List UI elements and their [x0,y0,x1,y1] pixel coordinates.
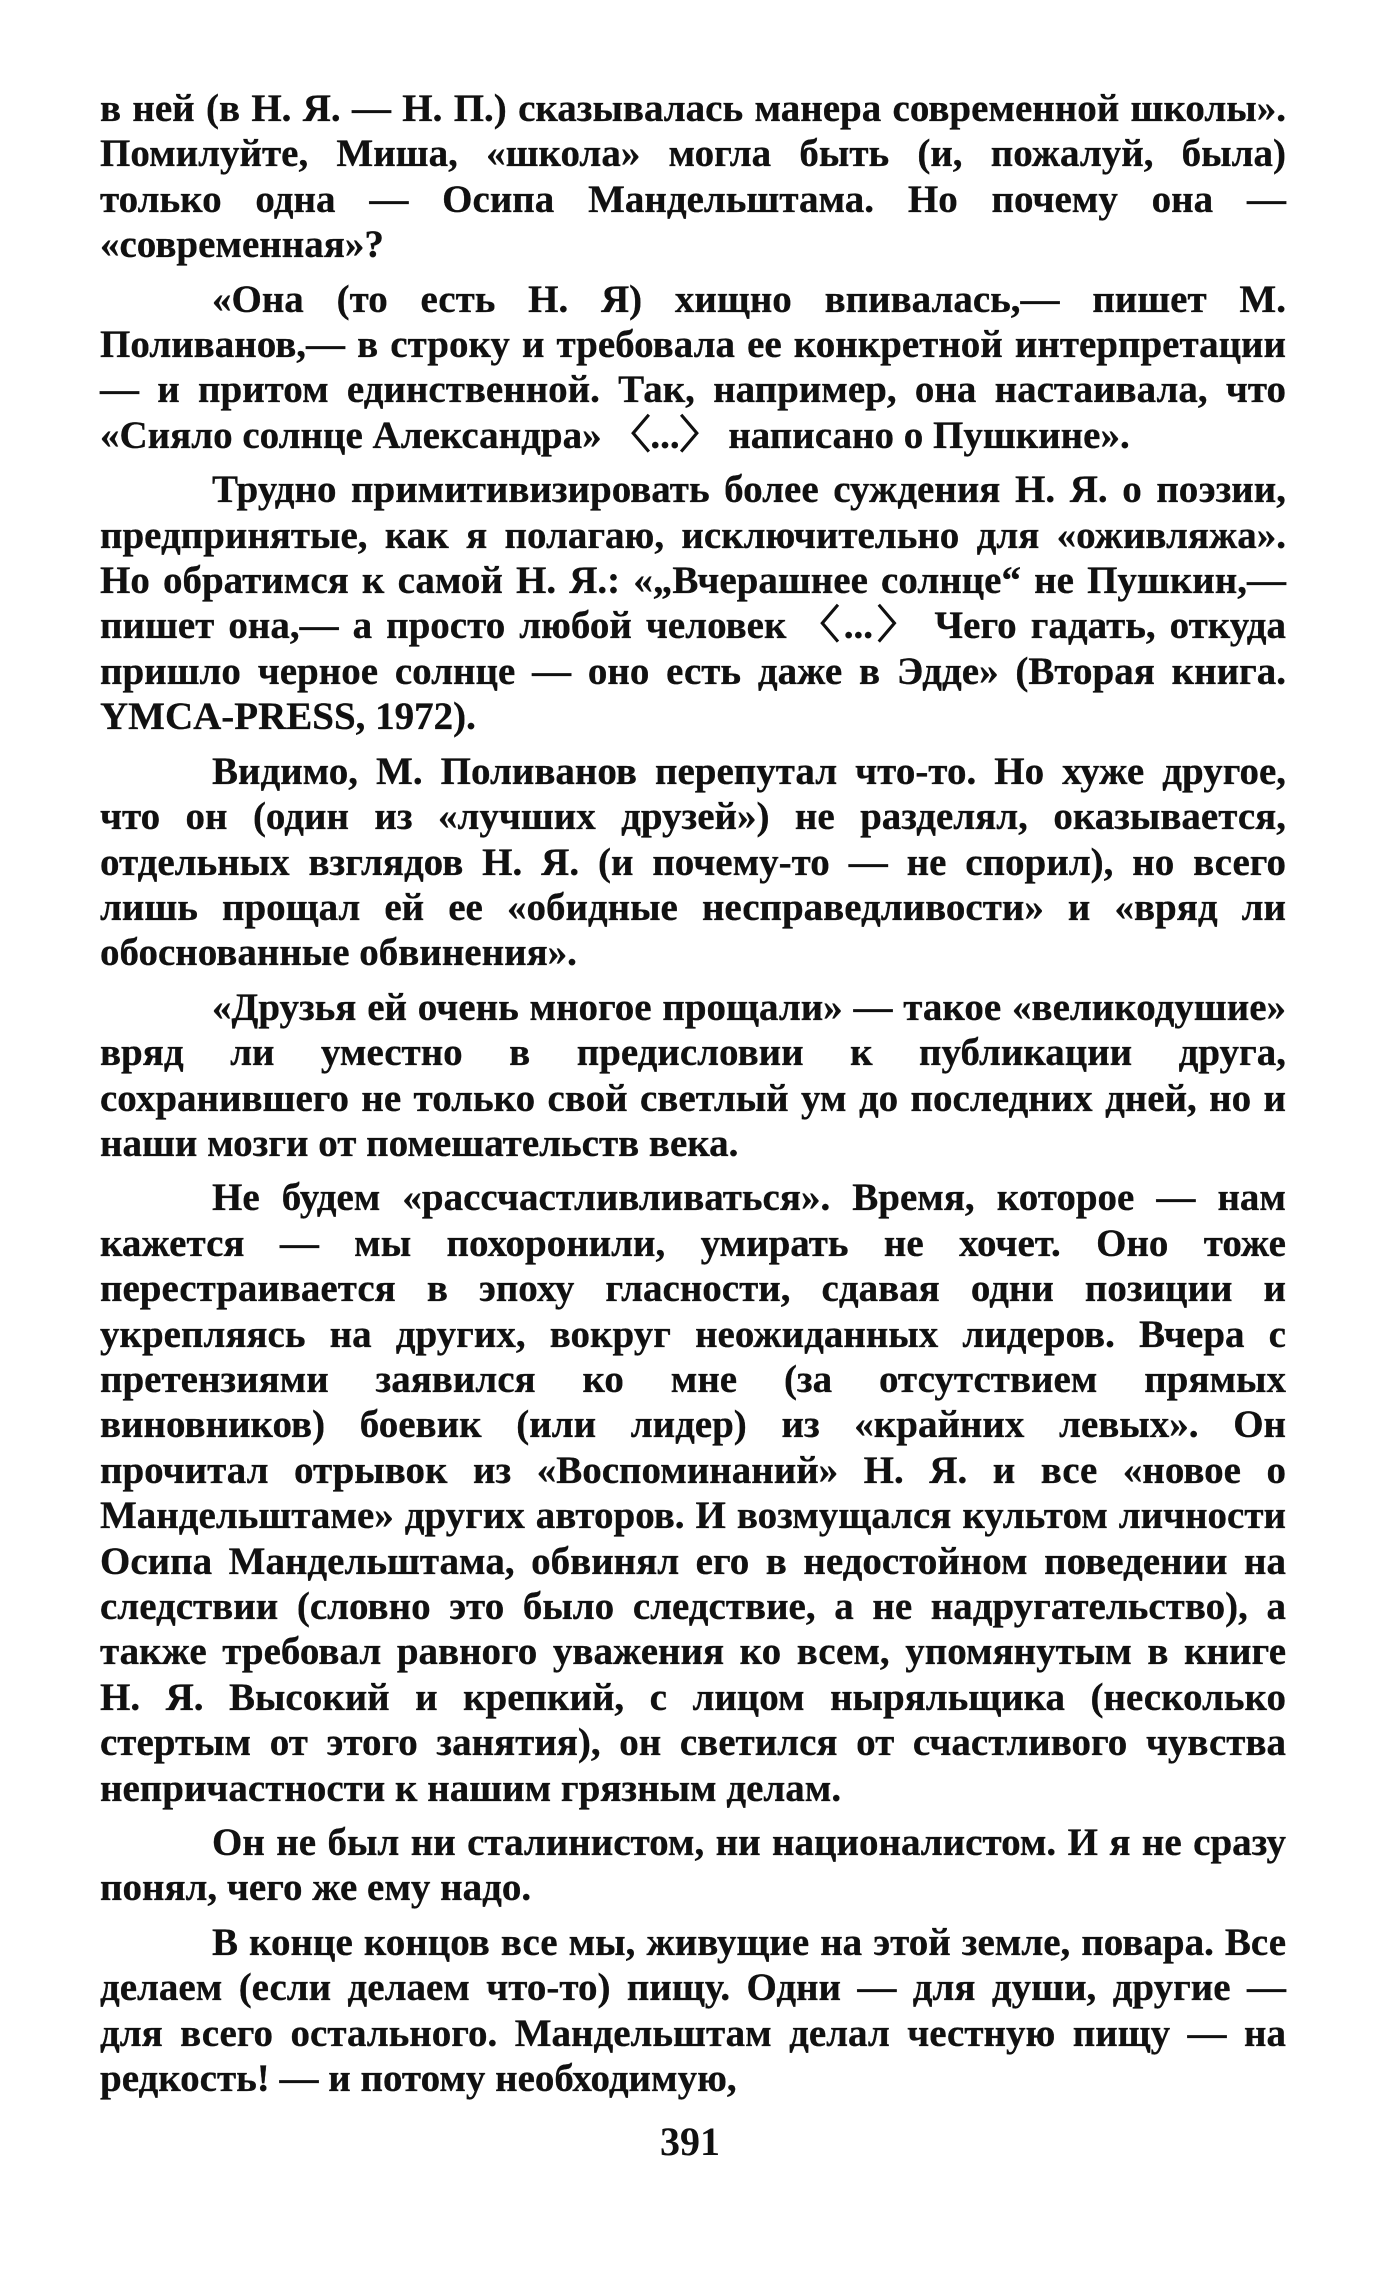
body-text [100,86,1286,2110]
paragraph-1: в ней (в Н. Я. — Н. П.) сказывалась манера современной школы». Помилуйте, Миша, «школа» могла быть (и, пожалуй, была) только одна — Осипа Мандельштама. Но почему она — «современная»? [100,87,1286,267]
paragraph-7: Он не был ни сталинистом, ни националистом. И я не сразу понял, чего же ему надо. [100,1821,1286,1910]
paragraph-2: «Она (то есть Н. Я) хищно впивалась,— пишет М. Поливанов,— в строку и требовала ее конкретной интерпретации — и притом единственной. Так, например, она настаивала, что «Сияло солнце Александра» 〈...〉 написано о Пушкине». [100,277,1286,457]
paragraph-3: Трудно примитивизировать более суждения Н. Я. о поэзии, предпринятые, как я полагаю, исключительно для «оживляжа». Но обратимся к самой Н. Я.: «„Вчерашнее солнце“ не Пушкин,— пишет она,— а просто любой человек 〈...〉 Чего гадать, откуда пришло черное солнце — оно есть даже в Эдде» (Вторая книга. YMCA-PRESS, 1972). [100,468,1286,739]
page-number: 391 [660,2119,720,2164]
paragraph-6: Не будем «рассчастливливаться». Время, которое — нам кажется — мы похоронили, умирать не хочет. Оно тоже перестраивается в эпоху гласности, сдавая одни позиции и укрепляясь на других, вокруг неожиданных лидеров. Вчера с претензиями заявился ко мне (за отсутствием прямых виновников) боевик (или лидер) из «крайних левых». Он прочитал отрывок из «Воспоминаний» Н. Я. и все «новое о Мандельштаме» других авторов. И возмущался культом личности Осипа Мандельштама, обвинял его в недостойном поведении на следствии (словно это было следствие, а не надругательство), а также требовал равного уважения ко всем, упомянутым в книге Н. Я. Высокий и крепкий, с лицом ныряльщика (несколько стертым от этого занятия), он светился от счастливого чувства непричастности к нашим грязным делам. [100,1176,1286,1810]
paragraph-5: «Друзья ей очень многое прощали» — такое «великодушие» вряд ли уместно в предисловии к публикации друга, сохранившего не только свой светлый ум до последних дней, но и наши мозги от помешательств века. [100,985,1286,1165]
paragraph-8: В конце концов все мы, живущие на этой земле, повара. Все делаем (если делаем что-то) пищу. Одни — для души, другие — для всего остального. Мандельштам делал честную пищу — на редкость! — и потому необходимую, [100,1920,1286,2101]
paragraph-4: Видимо, М. Поливанов перепутал что-то. Но хуже другое, что он (один из «лучших друзей») не разделял, оказывается, отдельных взглядов Н. Я. (и почему-то — не спорил), но всего лишь прощал ей ее «обидные несправедливости» и «вряд ли обоснованные обвинения». [100,749,1286,975]
